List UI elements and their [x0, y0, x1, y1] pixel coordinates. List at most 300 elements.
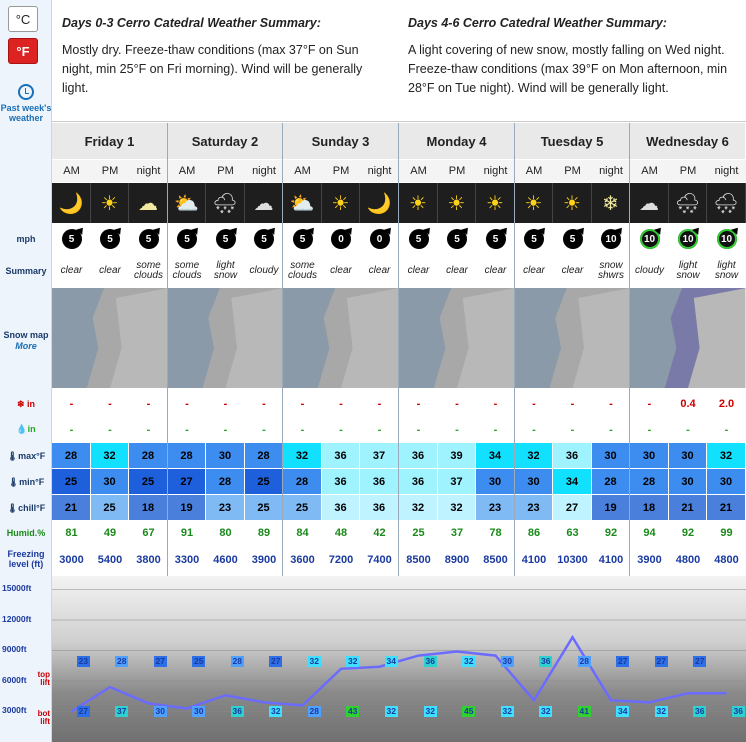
wind-arrow-icon: 5 [177, 229, 197, 249]
wind-arrow-icon: 5 [447, 229, 467, 249]
wind-arrow-icon: 10 [678, 229, 698, 249]
max-temp: 30 [669, 443, 707, 469]
map-icon [399, 288, 515, 388]
thermometer-icon: 🌡 [6, 503, 19, 513]
condition-label: clear [561, 265, 584, 276]
max-temp: 28 [129, 443, 168, 469]
rain-amount: - [686, 424, 690, 436]
bot-lift-temp: 32 [386, 706, 396, 717]
sun-cloud-icon: ⛅ [289, 192, 315, 215]
altitude-label: 6000ft [2, 674, 27, 685]
altitude-label: 15000ft [2, 583, 32, 594]
top-lift-temp: 27 [155, 655, 165, 666]
freezing-level-value: 4600 [213, 554, 238, 566]
bot-lift-temp: 32 [656, 706, 666, 717]
humidity-value: 37 [450, 527, 464, 539]
humidity-value: 92 [604, 527, 618, 539]
bot-lift-temp: 36 [733, 706, 743, 717]
snow-amount: - [416, 398, 421, 410]
freezing-level-value: 3800 [136, 554, 161, 566]
moon-snow-icon: ❄ [602, 192, 619, 215]
map-icon [283, 288, 399, 388]
freezing-level-value: 3900 [251, 554, 277, 566]
snow-amount: - [223, 398, 228, 410]
snow-amount: - [493, 398, 498, 410]
weather-summary [52, 0, 746, 122]
bot-lift-temp: 28 [309, 706, 319, 717]
cloud-icon: ☁ [639, 192, 659, 215]
period-label: night [360, 160, 399, 182]
bot-lift-temp: 30 [155, 706, 165, 717]
freezing-level-value: 7400 [367, 554, 392, 566]
moon-icon [360, 183, 399, 223]
rain-amount: - [185, 424, 189, 436]
humidity-value: 42 [373, 527, 386, 539]
snow-amount: - [69, 398, 74, 410]
top-lift-temp: 30 [502, 655, 512, 666]
wind-speed [322, 224, 360, 254]
sun-icon: ☀ [563, 192, 581, 215]
freezing-level-value: 8500 [406, 554, 431, 566]
condition-label: some clouds [172, 260, 202, 281]
min-temp: 25 [245, 469, 283, 495]
max-temp: 32 [515, 443, 553, 469]
day-separator [167, 123, 168, 576]
snow-amount: - [609, 398, 613, 410]
map-icon [515, 288, 630, 388]
raindrop-icon: 💧 [16, 424, 28, 434]
wind-arrow-icon: 0 [370, 229, 390, 249]
chill-temp: 23 [206, 495, 245, 521]
snow-amount: - [185, 398, 189, 410]
wind-speed [360, 224, 399, 254]
freezing-level-value: 7200 [328, 554, 354, 566]
min-temp: 28 [592, 469, 630, 495]
period-label: night [476, 160, 515, 182]
altitude-label: 3000ft [2, 705, 27, 716]
min-temp: 36 [322, 469, 360, 495]
sun-cloud-icon: ⛅ [174, 192, 199, 215]
sun-icon [476, 183, 515, 223]
period-label: night [129, 160, 168, 182]
condition-label: some clouds [134, 260, 163, 281]
min-temp: 34 [553, 469, 592, 495]
sun-icon [553, 183, 592, 223]
condition-label: clear [523, 265, 545, 276]
day-separator [514, 123, 515, 576]
cloud-icon: ☁ [253, 192, 274, 215]
wind-speed [52, 224, 91, 254]
period-label: PM [206, 160, 245, 182]
condition-label: some clouds [288, 260, 317, 281]
humidity-value: 84 [296, 527, 309, 539]
rain-amount: - [108, 424, 112, 436]
max-temp: 30 [630, 443, 669, 469]
day-header: Saturday 2 [168, 123, 283, 159]
rain-amount: - [146, 424, 151, 436]
wind-arrow-icon: 5 [254, 229, 274, 249]
min-temp: 25 [129, 469, 168, 495]
condition-label: clear [446, 265, 468, 276]
humidity-value: 94 [643, 527, 656, 539]
snow-amount: - [570, 398, 575, 410]
bot-lift-temp: 27 [78, 706, 88, 717]
freezing-level-value: 4800 [675, 554, 701, 566]
snow-cloud-icon: 🌨 [212, 192, 238, 215]
thermometer-icon: 🌡 [7, 477, 20, 487]
chill-temp: 25 [245, 495, 283, 521]
humidity-value: 81 [65, 527, 78, 539]
rain-amount: - [570, 424, 575, 436]
wind-speed [399, 224, 438, 254]
day-header: Tuesday 5 [515, 123, 630, 159]
snow-map-label: Snow map [3, 330, 49, 340]
top-lift-temp: 36 [541, 655, 551, 666]
left-sidebar [0, 0, 52, 742]
snow-amount: - [300, 398, 305, 410]
top-lift-temp: 34 [386, 655, 396, 666]
rain-amount: - [300, 424, 305, 436]
wind-arrow-icon: 5 [486, 229, 506, 249]
condition-label: clear [99, 265, 121, 276]
rain-amount: - [339, 424, 343, 436]
snow-cloud-icon [707, 183, 746, 223]
freezing-level-value: 8500 [483, 554, 508, 566]
freezing-level-value: 3000 [59, 554, 84, 566]
sun-icon: ☀ [524, 192, 543, 215]
period-label: AM [168, 160, 206, 182]
bot-lift-temp: 43 [348, 706, 358, 717]
humidity-value: 78 [489, 527, 502, 539]
condition-label: light snow [213, 260, 238, 281]
wind-speed [669, 224, 707, 254]
clock-icon [18, 84, 34, 100]
sun-icon [438, 183, 476, 223]
snow-map-thumbnail[interactable] [168, 288, 283, 388]
cloud-icon [630, 183, 669, 223]
min-temp: 37 [438, 469, 476, 495]
wind-arrow-icon: 10 [601, 229, 621, 249]
min-temp: 36 [399, 469, 438, 495]
period-label: night [707, 160, 746, 182]
max-temp: 28 [52, 443, 91, 469]
chill-temp: 23 [476, 495, 515, 521]
bot-lift-temp: 30 [194, 706, 204, 717]
rain-amount: - [532, 424, 536, 436]
condition-label: clear [407, 265, 430, 276]
moon-cloud-icon: ☁ [138, 192, 158, 215]
rain-amount: - [262, 424, 266, 436]
min-temp: 28 [630, 469, 669, 495]
top-lift-temp: 27 [618, 655, 628, 666]
wind-arrow-icon: 10 [717, 229, 737, 249]
chill-temp: 21 [669, 495, 707, 521]
humidity-value: 89 [257, 527, 271, 539]
wind-speed [129, 224, 168, 254]
period-label: PM [438, 160, 476, 182]
snow-map-thumbnail[interactable] [515, 288, 630, 388]
snow-amount: - [108, 398, 112, 410]
top-lift-label: top lift [37, 669, 50, 687]
snow-map-thumbnail[interactable] [630, 288, 746, 388]
day-header: Monday 4 [399, 123, 515, 159]
summary-days-4-6 [408, 14, 733, 98]
top-lift-temp: 28 [579, 655, 589, 666]
chill-temp: 23 [515, 495, 553, 521]
max-temp: 39 [438, 443, 476, 469]
condition-label: cloudy [249, 265, 279, 276]
day-header: Wednesday 6 [630, 123, 746, 159]
wind-arrow-icon: 5 [62, 229, 82, 249]
top-lift-temp: 27 [695, 655, 705, 666]
chill-temp: 25 [283, 495, 322, 521]
top-lift-temp: 25 [194, 655, 204, 666]
freezing-level-value: 3600 [290, 554, 315, 566]
condition-label: cloudy [635, 265, 664, 276]
rain-amount: - [69, 424, 74, 436]
sun-icon [322, 183, 360, 223]
top-lift-temp: 23 [78, 655, 88, 666]
wind-arrow-icon: 5 [100, 229, 120, 249]
bot-lift-temp: 45 [464, 706, 474, 717]
summary-title-0-3: Days 0-3 Cerro Catedral Weather Summary: [62, 16, 321, 30]
celsius-button[interactable]: °C [8, 6, 38, 32]
min-temp: 30 [476, 469, 515, 495]
freezing-level-value: 10300 [557, 554, 588, 566]
summary-days-0-3 [62, 14, 387, 98]
min-temp: 30 [515, 469, 553, 495]
condition-label: clear [368, 265, 391, 276]
period-label: AM [52, 160, 91, 182]
more-link[interactable]: More [15, 341, 37, 351]
max-temp: 30 [206, 443, 245, 469]
min-temp: 28 [283, 469, 322, 495]
freezing-level-value: 5400 [97, 554, 123, 566]
sun-icon: ☀ [486, 192, 504, 215]
cloud-icon [245, 183, 283, 223]
freezing-level-line [72, 637, 727, 711]
chill-temp: 27 [553, 495, 592, 521]
wind-speed [283, 224, 322, 254]
wind-speed [438, 224, 476, 254]
condition-label: clear [330, 265, 352, 276]
snow-amount: - [377, 398, 382, 410]
summary-label: Summary [5, 266, 47, 276]
wind-speed [592, 224, 630, 254]
period-label: PM [553, 160, 592, 182]
wind-speed [515, 224, 553, 254]
freezing-level-value: 4100 [598, 554, 624, 566]
bot-lift-temp: 36 [695, 706, 705, 717]
snow-cloud-icon: 🌨 [713, 192, 739, 215]
bot-lift-temp: 36 [232, 706, 242, 717]
snow-amount: - [262, 398, 266, 410]
day-header: Sunday 3 [283, 123, 399, 159]
moon-icon [52, 183, 91, 223]
max-temp: 32 [283, 443, 322, 469]
max-temp: 28 [245, 443, 283, 469]
summary-text-0-3: Mostly dry. Freeze-thaw conditions (max 37°F on Sun night, min 25°F on Fri morning). Wind will be generally light. [62, 43, 363, 95]
wind-arrow-icon: 5 [409, 229, 429, 249]
chill-temp: 25 [91, 495, 129, 521]
humidity-value: 92 [681, 527, 695, 539]
top-lift-temp: 36 [425, 655, 435, 666]
snowflake-icon: ❄ [16, 399, 28, 409]
map-icon [52, 288, 168, 388]
wind-speed [91, 224, 129, 254]
past-week-link[interactable] [0, 84, 52, 123]
wind-speed [168, 224, 206, 254]
wind-arrow-icon: 5 [139, 229, 159, 249]
rain-amount: - [416, 424, 421, 436]
chill-temp: 18 [630, 495, 669, 521]
humidity-value: 80 [219, 527, 232, 539]
min-temp: 30 [707, 469, 746, 495]
condition-label: clear [484, 265, 507, 276]
chill-temp: 21 [707, 495, 746, 521]
sun-cloud-icon [283, 183, 322, 223]
rain-in-label: 💧in [16, 424, 36, 434]
wind-arrow-icon: 0 [331, 229, 351, 249]
top-lift-temp: 32 [464, 655, 474, 666]
moon-icon: 🌙 [58, 192, 84, 215]
condition-label: clear [60, 265, 83, 276]
chill-temp: 32 [438, 495, 476, 521]
rain-amount: - [493, 424, 498, 436]
wind-speed [476, 224, 515, 254]
bot-lift-temp: 32 [271, 706, 281, 717]
max-temp: 37 [360, 443, 399, 469]
period-label: AM [515, 160, 553, 182]
wind-arrow-icon: 5 [563, 229, 583, 249]
snow-amount: - [146, 398, 151, 410]
period-label: night [592, 160, 630, 182]
snow-cloud-icon: 🌨 [674, 192, 701, 215]
wind-speed [707, 224, 746, 254]
day-separator [629, 123, 630, 576]
snow-cloud-icon [206, 183, 245, 223]
wind-speed [553, 224, 592, 254]
snow-map-thumbnail[interactable] [283, 288, 399, 388]
moon-icon: 🌙 [366, 192, 392, 215]
freezing-level-value: 3300 [174, 554, 200, 566]
wind-arrow-icon: 5 [524, 229, 544, 249]
rain-amount: - [609, 424, 613, 436]
bot-lift-temp: 32 [541, 706, 551, 717]
bot-lift-label: bot lift [37, 709, 50, 727]
day-separator [282, 123, 283, 576]
snow-map-thumbnail[interactable] [52, 288, 168, 388]
max-temp-label: 🌡max°F [6, 451, 46, 461]
min-temp-label: 🌡min°F [7, 477, 45, 487]
max-temp: 34 [476, 443, 515, 469]
rain-amount: - [223, 424, 228, 436]
top-lift-temp: 28 [232, 655, 242, 666]
snow-amount: - [647, 398, 652, 410]
sun-cloud-icon [168, 183, 206, 223]
wind-arrow-icon: 5 [293, 229, 313, 249]
mph-label: mph [16, 234, 36, 244]
wind-speed [630, 224, 669, 254]
chill-temp: 32 [399, 495, 438, 521]
chill-temp: 36 [360, 495, 399, 521]
wind-arrow-icon: 10 [640, 229, 660, 249]
humidity-label: Humid.% [6, 528, 46, 538]
chill-temp: 36 [322, 495, 360, 521]
rain-amount: - [647, 424, 652, 436]
condition-label: light snow [676, 260, 700, 281]
condition-label: light snow [714, 260, 739, 281]
snow-cloud-icon [669, 183, 707, 223]
wind-arrow-icon: 5 [216, 229, 236, 249]
sun-icon [91, 183, 129, 223]
humidity-value: 63 [566, 527, 579, 539]
max-temp: 28 [168, 443, 206, 469]
sun-icon: ☀ [331, 192, 350, 215]
sun-icon: ☀ [100, 192, 119, 215]
bot-lift-temp: 34 [618, 706, 628, 717]
wind-speed [245, 224, 283, 254]
altitude-label: 9000ft [2, 644, 27, 655]
humidity-value: 67 [142, 527, 155, 539]
freezing-level-label: Freezing level (ft) [7, 549, 45, 569]
max-temp: 32 [707, 443, 746, 469]
bot-lift-temp: 41 [579, 706, 589, 717]
snow-map-thumbnail[interactable] [399, 288, 515, 388]
period-label: PM [669, 160, 707, 182]
top-lift-temp: 27 [271, 655, 281, 666]
fahrenheit-button[interactable]: °F [8, 38, 38, 64]
snow-amount: - [455, 398, 459, 410]
chill-temp: 21 [52, 495, 91, 521]
chill-temp: 19 [592, 495, 630, 521]
rain-amount: - [455, 424, 459, 436]
rain-amount: - [724, 424, 729, 436]
min-temp: 25 [52, 469, 91, 495]
chill-temp: 19 [168, 495, 206, 521]
min-temp: 30 [669, 469, 707, 495]
snow-amount: - [339, 398, 343, 410]
day-header: Friday 1 [52, 123, 168, 159]
max-temp: 36 [553, 443, 592, 469]
rain-amount: - [377, 424, 382, 436]
freezing-level-value: 4100 [521, 554, 547, 566]
freezing-level-value: 4800 [714, 554, 739, 566]
humidity-value: 99 [720, 527, 733, 539]
humidity-value: 91 [180, 527, 194, 539]
period-label: AM [399, 160, 438, 182]
map-icon [630, 288, 746, 388]
period-label: PM [322, 160, 360, 182]
freezing-level-value: 3900 [637, 554, 662, 566]
max-temp: 32 [91, 443, 129, 469]
snow-in-label: ❄ in [16, 399, 36, 409]
sun-icon: ☀ [447, 192, 466, 215]
bot-lift-temp: 32 [425, 706, 435, 717]
condition-label: snow shwrs [597, 260, 625, 281]
min-temp: 30 [91, 469, 129, 495]
humidity-value: 49 [103, 527, 117, 539]
snow-amount: 2.0 [718, 398, 735, 410]
freezing-level-value: 8900 [444, 554, 470, 566]
min-temp: 36 [360, 469, 399, 495]
top-lift-temp: 32 [348, 655, 358, 666]
wind-speed [206, 224, 245, 254]
summary-text-4-6: A light covering of new snow, mostly falling on Wed night. Freeze-thaw conditions (max 39°F on Mon afternoon, min 28°F on Tue night). Wind will be generally light. [408, 43, 728, 95]
min-temp: 28 [206, 469, 245, 495]
period-label: AM [283, 160, 322, 182]
period-label: PM [91, 160, 129, 182]
